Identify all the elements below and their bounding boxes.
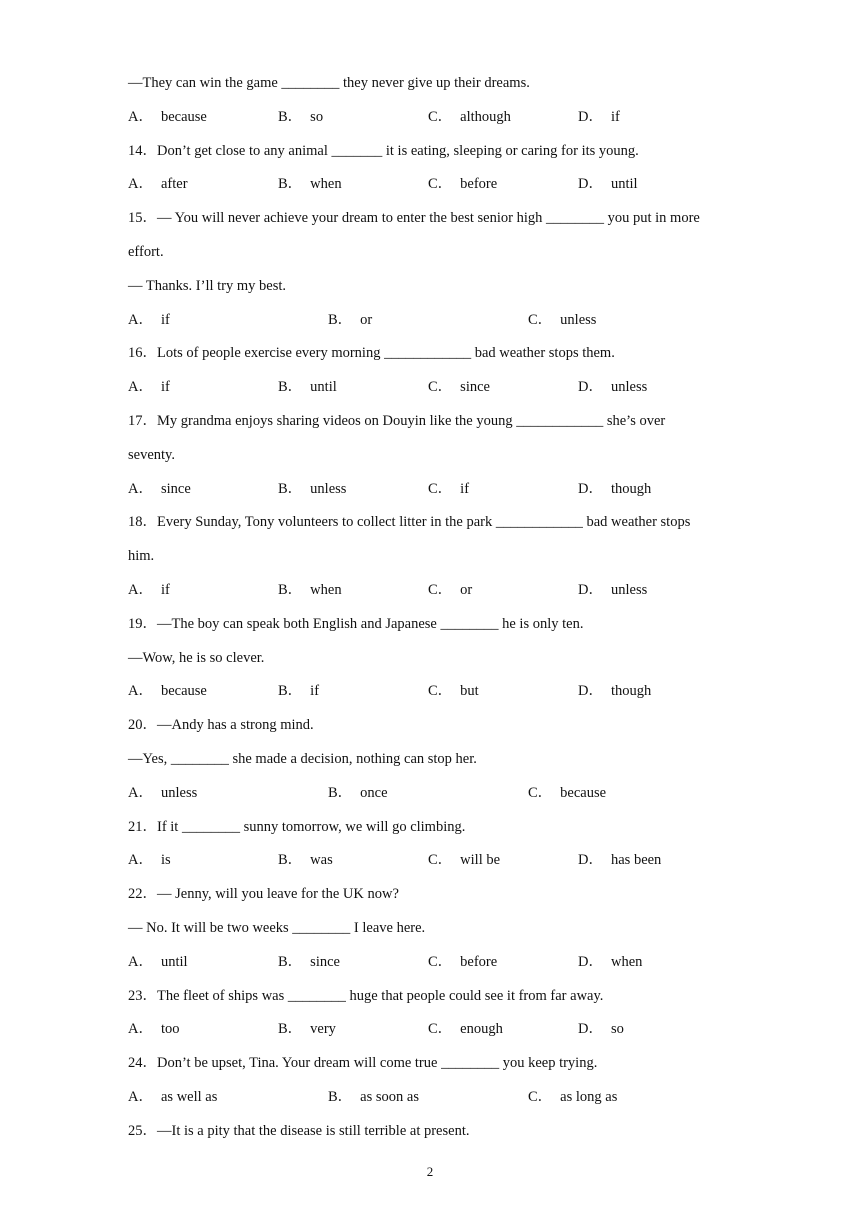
option-letter: D． [578,852,603,868]
option-text: though [610,481,652,497]
answer-option[interactable] [578,377,647,397]
answer-option[interactable] [128,1019,180,1039]
answer-option[interactable] [328,1087,419,1107]
page-number: 2 [426,1164,434,1179]
answer-option[interactable] [428,174,497,194]
option-letter: D． [578,954,603,970]
option-letter: D． [578,176,603,192]
option-letter: A． [128,582,153,598]
option-text: since [310,954,340,970]
option-letter: B． [278,1021,303,1037]
option-text: if [160,312,170,328]
question-text: 20．—Andy has a strong mind. [128,717,314,733]
answer-options [128,850,748,870]
answer-option[interactable] [428,479,469,499]
question-text: 18．Every Sunday, Tony volunteers to collect litter in the park ____________ bad weather stops [128,514,691,530]
answer-options [128,107,748,127]
answer-option[interactable] [278,681,319,701]
answer-options [128,1087,748,1107]
option-letter: D． [578,1021,603,1037]
option-text: if [310,683,320,699]
question-text: 22．— Jenny, will you leave for the UK now? [128,886,399,902]
option-letter: A． [128,1021,153,1037]
answer-option[interactable] [328,783,388,803]
question-text: 15．— You will never achieve your dream to enter the best senior high ________ you put in more [128,210,700,226]
option-letter: C． [428,954,453,970]
option-text: when [310,176,342,192]
option-text: unless [310,481,347,497]
option-text: because [160,683,207,699]
option-letter: A． [128,312,153,328]
option-text: after [160,176,188,192]
answer-option[interactable] [528,310,596,330]
answer-option[interactable] [578,107,620,127]
option-text: if [160,582,170,598]
answer-option[interactable] [278,174,342,194]
option-text: once [360,785,388,801]
option-letter: C． [428,481,453,497]
option-letter: C． [428,379,453,395]
question-text: 16．Lots of people exercise every morning ____________ bad weather stops them. [128,345,615,361]
answer-option[interactable] [128,850,171,870]
question-text: 21．If it ________ sunny tomorrow, we will go climbing. [128,819,466,835]
option-letter: C． [428,852,453,868]
option-text: since [160,481,191,497]
answer-option[interactable] [278,580,342,600]
answer-options [128,174,748,194]
answer-option[interactable] [428,377,490,397]
option-letter: B． [328,1089,353,1105]
option-text: because [160,109,207,125]
option-letter: B． [278,582,303,598]
question-text: —They can win the game ________ they never give up their dreams. [128,75,530,91]
answer-option[interactable] [128,310,170,330]
question-text: 24．Don’t be upset, Tina. Your dream will come true ________ you keep trying. [128,1055,598,1071]
option-letter: A． [128,852,153,868]
option-text: if [460,481,470,497]
option-text: until [160,954,188,970]
answer-option[interactable] [278,952,340,972]
answer-option[interactable] [128,952,188,972]
option-letter: A． [128,379,153,395]
option-letter: A． [128,1089,153,1105]
answer-option[interactable] [278,850,333,870]
option-letter: A． [128,785,153,801]
answer-options [128,1019,748,1039]
option-text: unless [610,582,648,598]
option-text: but [460,683,479,699]
answer-option[interactable] [428,681,479,701]
option-letter: B． [278,481,303,497]
answer-option[interactable] [428,850,500,870]
answer-option[interactable] [128,174,188,194]
question-text: 17．My grandma enjoys sharing videos on Douyin like the young ____________ she’s over [128,413,666,429]
answer-options [128,783,748,803]
option-letter: C． [428,582,453,598]
answer-option[interactable] [578,174,638,194]
answer-option[interactable] [428,580,472,600]
option-letter: A． [128,109,153,125]
option-text: when [610,954,643,970]
answer-option[interactable] [128,479,191,499]
option-letter: B． [278,109,303,125]
question-text: 25．—It is a pity that the disease is still terrible at present. [128,1123,470,1139]
option-text: unless [160,785,198,801]
answer-option[interactable] [278,1019,336,1039]
answer-options [128,479,748,499]
option-letter: B． [278,683,303,699]
option-text: when [310,582,342,598]
option-text: has been [610,852,662,868]
answer-option[interactable] [128,681,207,701]
question-text: seventy. [128,447,175,463]
answer-options [128,952,748,972]
option-letter: D． [578,481,603,497]
option-text: until [310,379,337,395]
option-letter: C． [528,1089,553,1105]
option-letter: C． [428,109,453,125]
answer-options [128,310,748,330]
option-text: if [160,379,170,395]
question-text: —Yes, ________ she made a decision, nothing can stop her. [128,751,477,767]
option-letter: B． [278,176,303,192]
question-text: —Wow, he is so clever. [128,650,265,666]
option-letter: D． [578,379,603,395]
answer-option[interactable] [128,1087,217,1107]
option-letter: A． [128,176,153,192]
option-text: so [610,1021,624,1037]
option-text: before [460,954,498,970]
option-letter: C． [528,785,553,801]
option-letter: D． [578,683,603,699]
answer-option[interactable] [578,580,647,600]
option-text: enough [460,1021,503,1037]
answer-option[interactable] [428,952,497,972]
answer-option[interactable] [578,952,642,972]
option-text: though [610,683,652,699]
option-text: as soon as [360,1089,419,1105]
option-text: as well as [160,1089,218,1105]
answer-option[interactable] [578,681,651,701]
option-letter: C． [428,1021,453,1037]
option-text: unless [560,312,597,328]
option-letter: B． [278,379,303,395]
option-text: if [610,109,620,125]
answer-options [128,377,748,397]
question-text: 19．—The boy can speak both English and Japanese ________ he is only ten. [128,616,584,632]
option-letter: D． [578,582,603,598]
question-text: him. [128,548,155,564]
answer-option[interactable] [278,377,337,397]
option-text: was [310,852,333,868]
answer-option[interactable] [578,850,661,870]
answer-option[interactable] [428,107,511,127]
option-letter: A． [128,481,153,497]
option-text: since [460,379,490,395]
answer-options [128,681,748,701]
question-text: 23．The fleet of ships was ________ huge that people could see it from far away. [128,988,604,1004]
option-letter: A． [128,683,153,699]
answer-option[interactable] [128,783,197,803]
answer-option[interactable] [528,783,606,803]
answer-options [128,580,748,600]
answer-option[interactable] [428,1019,503,1039]
option-text: before [460,176,498,192]
answer-option[interactable] [278,479,346,499]
option-text: as long as [560,1089,618,1105]
answer-option[interactable] [578,1019,624,1039]
question-text: — Thanks. I’ll try my best. [128,278,287,294]
question-text: 14．Don’t get close to any animal _______ it is eating, sleeping or caring for its young. [128,143,639,159]
option-letter: A． [128,954,153,970]
answer-option[interactable] [128,107,207,127]
answer-option[interactable] [278,107,323,127]
option-letter: B． [278,852,303,868]
option-text: or [460,582,473,598]
answer-option[interactable] [128,377,170,397]
option-letter: D． [578,109,603,125]
answer-option[interactable] [328,310,372,330]
question-text: effort. [128,244,164,260]
option-text: so [310,109,324,125]
option-letter: B． [328,785,353,801]
option-letter: B． [278,954,303,970]
option-text: until [610,176,638,192]
option-text: unless [610,379,648,395]
option-text: will be [460,852,501,868]
option-text: or [360,312,373,328]
option-text: because [560,785,607,801]
question-text: — No. It will be two weeks ________ I leave here. [128,920,426,936]
answer-option[interactable] [578,479,651,499]
option-text: very [310,1021,336,1037]
option-letter: C． [428,683,453,699]
option-letter: B． [328,312,353,328]
option-letter: C． [428,176,453,192]
option-letter: C． [528,312,553,328]
option-text: is [160,852,171,868]
answer-option[interactable] [128,580,170,600]
option-text: although [460,109,511,125]
answer-option[interactable] [528,1087,617,1107]
option-text: too [160,1021,180,1037]
